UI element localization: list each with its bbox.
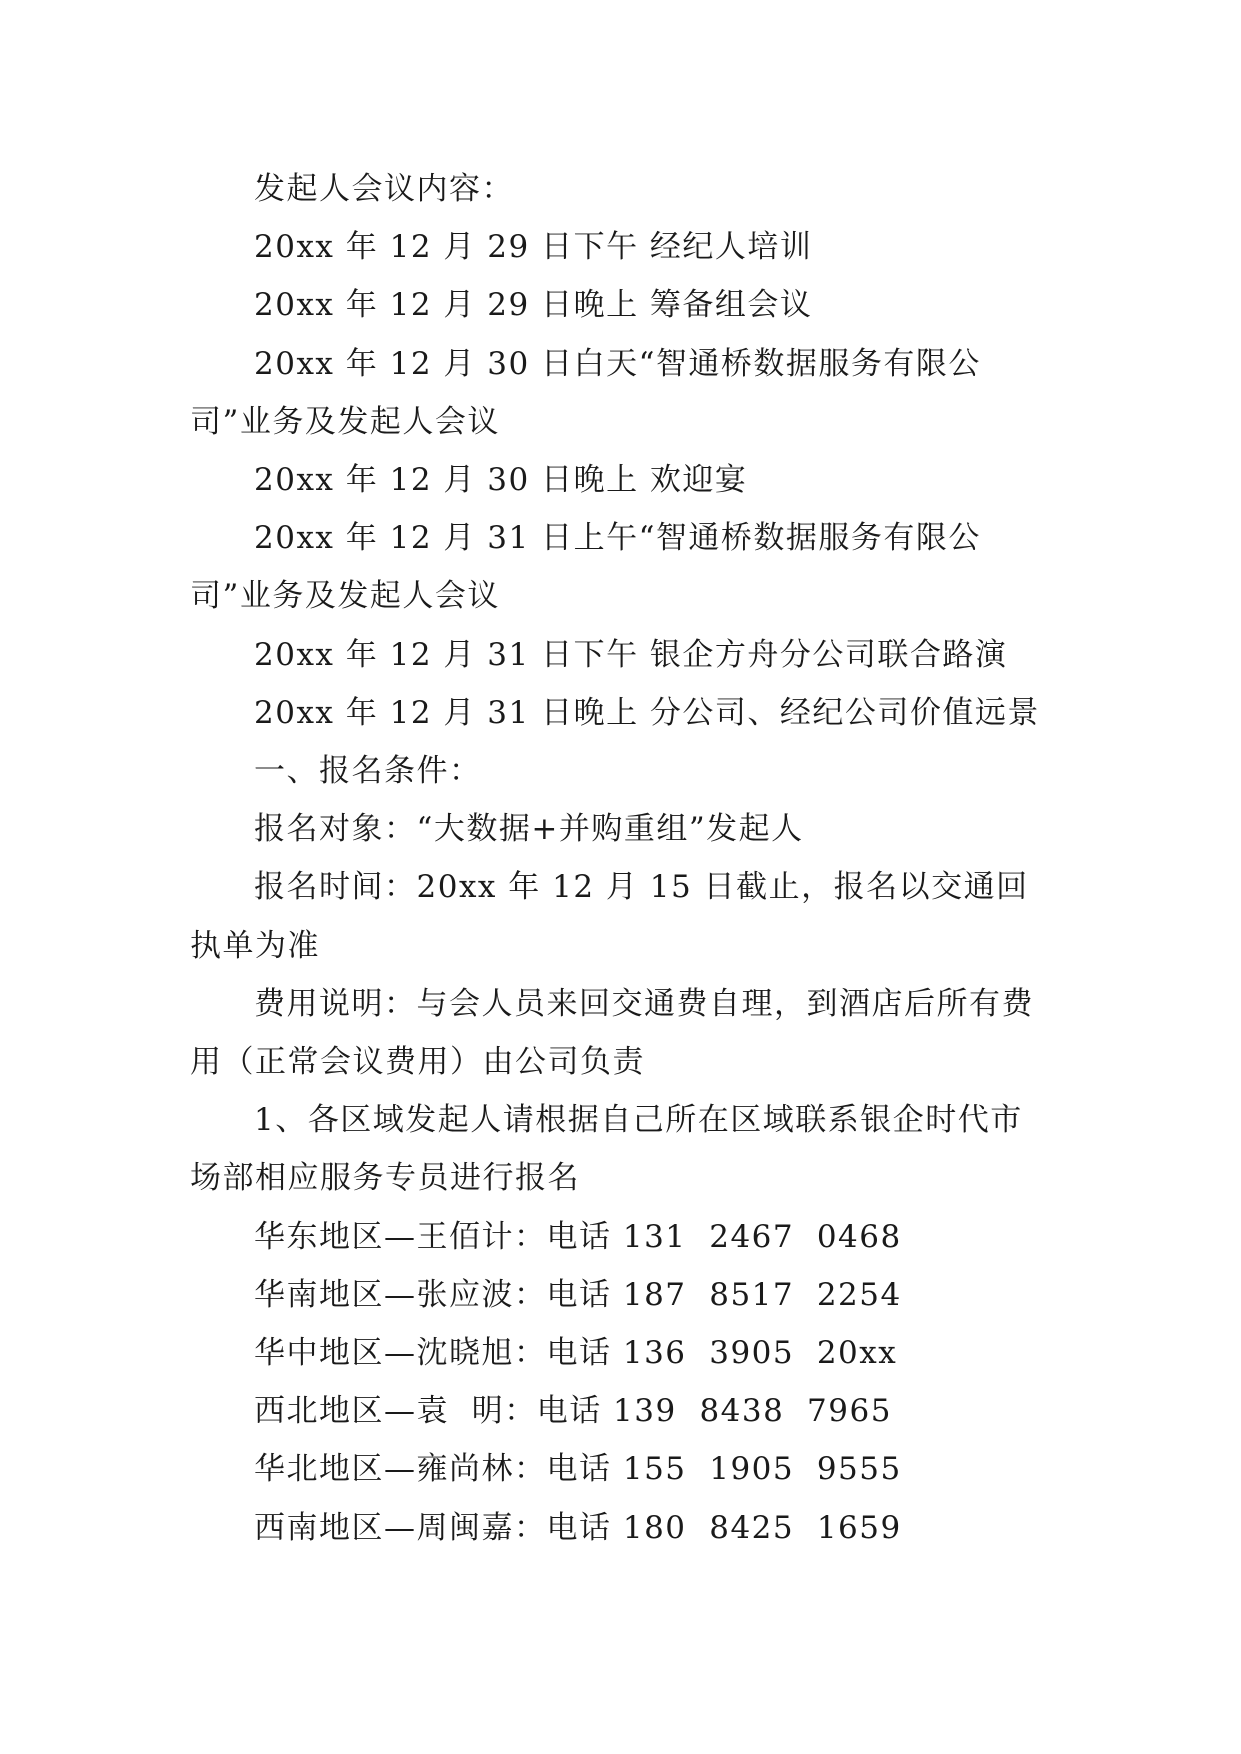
registration-target: 报名对象：“大数据+并购重组”发起人 xyxy=(254,811,804,848)
schedule-item: 20xx 年 12 月 29 日下午 经纪人培训 xyxy=(254,229,813,266)
contact-line-southwest: 西南地区—周闽嘉：电话 180 8425 1659 xyxy=(254,1509,902,1546)
schedule-item: 20xx 年 12 月 30 日白天“智通桥数据服务有限公司”业务及发起人会议 xyxy=(190,345,981,440)
document-page xyxy=(190,160,1050,1557)
fee-note: 费用说明：与会人员来回交通费自理，到酒店后所有费用（正常会议费用）由公司负责 xyxy=(190,985,1034,1081)
schedule-item: 20xx 年 12 月 30 日晚上 欢迎宴 xyxy=(254,462,748,499)
contact-line-central: 华中地区—沈晓旭：电话 136 3905 20xx xyxy=(254,1335,898,1372)
contact-line-east: 华东地区—王佰计：电话 131 2467 0468 xyxy=(254,1218,902,1255)
contact-instruction: 1、各区域发起人请根据自己所在区域联系银企时代市场部相应服务专员进行报名 xyxy=(190,1102,1023,1197)
meeting-content-heading: 发起人会议内容： xyxy=(254,171,514,207)
registration-deadline: 报名时间：20xx 年 12 月 15 日截止，报名以交通回执单为准 xyxy=(190,869,1029,964)
contact-line-north: 华北地区—雍尚林：电话 155 1905 9555 xyxy=(254,1451,902,1488)
contact-line-south: 华南地区—张应波：电话 187 8517 2254 xyxy=(254,1276,902,1313)
schedule-item: 20xx 年 12 月 31 日下午 银企方舟分公司联合路演 xyxy=(254,636,1008,673)
section-heading-registration: 一、报名条件： xyxy=(254,753,482,790)
schedule-item: 20xx 年 12 月 31 日上午“智通桥数据服务有限公司”业务及发起人会议 xyxy=(190,520,981,615)
schedule-item: 20xx 年 12 月 29 日晚上 筹备组会议 xyxy=(254,287,813,324)
contact-line-northwest: 西北地区—袁 明：电话 139 8438 7965 xyxy=(254,1393,892,1430)
schedule-item: 20xx 年 12 月 31 日晚上 分公司、经纪公司价值远景 xyxy=(254,694,1040,731)
